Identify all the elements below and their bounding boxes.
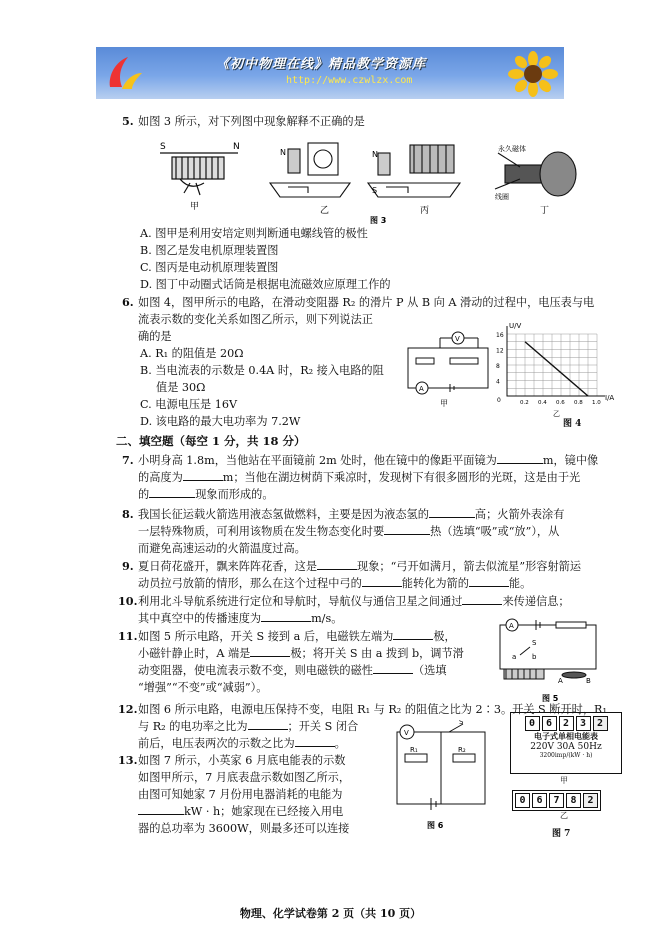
answer-blank[interactable] (261, 610, 311, 622)
figure-5 (490, 615, 610, 705)
question-text: 如图 4，图甲所示的电路，在滑动变阻器 R₂ 的滑片 P 从 B 向 A 滑动的过程中，电压表与电 (138, 296, 595, 309)
figure-3 (120, 135, 590, 225)
answer-blank[interactable] (429, 506, 475, 518)
q-text: 动员拉弓放箭的情形，那么在这个过程中弓的 (138, 577, 362, 590)
q-text: kW · h；她家现在已经接入用电 (184, 805, 344, 818)
meter-digit: 6 (542, 716, 557, 731)
label-yi: 乙 (560, 811, 568, 820)
x-tick-label: 0.4 (538, 400, 547, 406)
question-text: 流表示数的变化关系如图乙所示，则下列说法正 (138, 313, 373, 326)
label-jia: 甲 (440, 399, 448, 408)
label-s: S (160, 142, 166, 152)
label-n-bing: N (372, 150, 378, 159)
figure-3-jia (160, 153, 238, 195)
q-text: 如图 7 所示，小英家 6 月底电能表的示数 (138, 754, 346, 767)
q-text: 利用北斗导航系统进行定位和导航时，导航仪与通信卫星之间通过 (138, 595, 463, 608)
q-text: m；当他在湖边树荫下乘凉时，发现树下有很多圆形的光斑，这是由于光 (222, 471, 581, 484)
question-5-stem (122, 113, 365, 130)
q-text: 其中真空中的传播速度为 (138, 612, 262, 625)
meter-name: 电子式单相电能表 (534, 731, 598, 741)
option-c: C. 图丙是电动机原理装置图 (140, 261, 279, 274)
meter-digit: 8 (566, 793, 581, 808)
question-7 (122, 452, 598, 503)
meter-digit: 6 (532, 793, 547, 808)
question-number: 9. (122, 559, 134, 573)
label-coil: 线圈 (495, 193, 509, 201)
option-b-cont: 值是 30Ω (156, 381, 206, 394)
label-yi: 乙 (320, 206, 330, 216)
answer-blank[interactable] (248, 718, 288, 730)
figure-3-caption: 图 3 (370, 216, 387, 225)
label-a: a (512, 653, 517, 661)
label-s-bing: S (372, 186, 378, 195)
axes (507, 326, 605, 396)
question-text: 确的是 (138, 330, 172, 343)
answer-blank[interactable] (393, 628, 433, 640)
question-number: 8. (122, 507, 134, 521)
label-n: N (233, 142, 240, 152)
q-text: 极；将开关 S 由 a 拨到 b，调节滑 (290, 647, 464, 660)
ammeter-label: A (509, 622, 514, 630)
option-b: B. 图乙是发电机原理装置图 (140, 244, 279, 257)
figure-6 (385, 720, 495, 830)
q-text: 极， (433, 630, 456, 643)
header-banner (96, 47, 564, 99)
figure-5-caption: 图 5 (542, 694, 559, 703)
q-text: 器的总功率为 3600W，则最多还可以连接 (138, 822, 350, 835)
question-number: 13. (118, 753, 138, 767)
meter-digit: 3 (576, 716, 591, 731)
meter-digit: 2 (593, 716, 608, 731)
banner-url: http://www.czwlzx.com (286, 75, 413, 86)
meter-digit: 2 (559, 716, 574, 731)
option-b: B. 当电流表的示数是 0.4A 时，R₂ 接入电路的阻 (140, 364, 384, 377)
option-d: D. 该电路的最大电功率为 7.2W (140, 415, 301, 428)
option-a: A. R₁ 的阻值是 20Ω (140, 347, 244, 360)
question-number: 11. (118, 629, 138, 643)
page-footer: 物理、化学试卷第 2 页（共 10 页） (239, 907, 422, 920)
data-line (525, 342, 588, 396)
figure-6-caption: 图 6 (427, 821, 444, 830)
answer-blank[interactable] (138, 803, 184, 815)
q-text: 小磁针静止时，A 端是 (138, 647, 251, 660)
answer-blank[interactable] (295, 735, 335, 747)
meter-digit: 0 (525, 716, 540, 731)
q-text: 小明身高 1.8m，当他站在平面镜前 2m 处时，他在镜中的像距平面镜为 (138, 454, 497, 467)
q-text: 如图 6 所示电路，电源电压保持不变，电阻 R₁ 与 R₂ 的阻值之比为 2∶3。开关 S 断开时，R₁ (138, 703, 607, 716)
q-text: “增强”“不变”或“减弱”）。 (138, 681, 268, 694)
voltmeter-label: V (455, 335, 460, 343)
question-number: 10. (118, 594, 138, 608)
meter-imp: 3200imp/(kW · h) (539, 752, 593, 759)
q-text: 来传递信息； (502, 595, 570, 608)
label-r2: R₂ (458, 746, 466, 754)
y-axis-label: U/V (509, 322, 522, 330)
meter-digit: 0 (515, 793, 530, 808)
figure-7-caption: 图 7 (552, 829, 571, 839)
ammeter-label: A (419, 385, 424, 393)
question-number: 12. (118, 702, 138, 716)
y-tick-label: 16 (496, 332, 504, 339)
x-tick-label: 0.2 (520, 400, 529, 406)
label-ding: 丁 (540, 206, 550, 216)
question-11 (118, 628, 464, 696)
label-A: A (558, 677, 563, 685)
meter-digit: 2 (583, 793, 598, 808)
figure-3-bing (368, 145, 460, 197)
figure-3-ding (495, 152, 576, 196)
q-text: 现象而形成的。 (195, 488, 274, 501)
logo-icon (104, 53, 144, 93)
q-text: 的高度为 (138, 471, 183, 484)
label-s: S (459, 720, 464, 726)
q-text: 能转化为箭的 (401, 577, 469, 590)
q-text: 我国长征运载火箭选用液态氢做燃料，主要是因为液态氢的 (138, 508, 429, 521)
label-jia: 甲 (560, 776, 568, 785)
x-tick-label: 0.6 (556, 400, 565, 406)
label-magnet: 永久磁体 (498, 145, 526, 153)
figure-4-graph (495, 318, 620, 428)
q-text: 。 (334, 737, 346, 750)
answer-blank[interactable] (183, 469, 223, 481)
label-jia: 甲 (190, 202, 200, 212)
figure-4-circuit (400, 330, 492, 410)
x-tick-label: 0.8 (574, 400, 583, 406)
label-s: S (532, 639, 537, 647)
label-n-yi: N (280, 148, 286, 157)
meter-display (511, 716, 621, 731)
sunflower-icon (508, 51, 558, 97)
q-text: 的 (138, 488, 150, 501)
figure-7-meter-jia (510, 712, 622, 774)
q-text: 前后，电压表两次的示数之比为 (138, 737, 295, 750)
meter-spec: 220V 30A 50Hz (530, 742, 602, 752)
q-text: 一层特殊物质，可利用该物质在发生物态变化时要 (138, 525, 385, 538)
q-text: 而避免高速运动的火箭温度过高。 (138, 542, 306, 555)
option-a: A. 图甲是利用安培定则判断通电螺线管的极性 (140, 227, 368, 240)
answer-blank[interactable] (462, 593, 502, 605)
label-r1: R₁ (410, 746, 418, 754)
label-bing: 丙 (420, 206, 430, 216)
q-text: 现象；“弓开如满月，箭去似流星”形容射箭运 (357, 560, 582, 573)
q-text: 如图甲所示，7 月底表盘示数如图乙所示， (138, 771, 351, 784)
option-d: D. 图丁中动圈式话筒是根据电流磁效应原理工作的 (140, 278, 391, 291)
question-9 (122, 558, 581, 592)
label-yi: 乙 (553, 410, 560, 418)
q-text: 动变阻器，使电流表示数不变，则电磁铁的磁性 (138, 664, 373, 677)
y-tick-label: 8 (496, 363, 500, 370)
q-text: 夏日荷花盛开，飘来阵阵花香，这是 (138, 560, 318, 573)
question-number: 5. (122, 114, 134, 128)
voltmeter-label: V (404, 729, 409, 737)
answer-blank[interactable] (250, 645, 290, 657)
x-tick-label: 1.0 (592, 400, 601, 406)
answer-blank[interactable] (149, 486, 195, 498)
y-tick-label: 4 (496, 378, 500, 386)
question-number: 7. (122, 453, 134, 467)
option-c: C. 电源电压是 16V (140, 398, 238, 411)
y-tick-label: 12 (496, 347, 504, 355)
answer-blank[interactable] (317, 558, 357, 570)
banner-title: 《初中物理在线》精品教学资源库 (216, 57, 427, 72)
q-text: m/s。 (311, 612, 343, 625)
q-text: 如图 5 所示电路，开关 S 接到 a 后，电磁铁左端为 (138, 630, 394, 643)
answer-blank[interactable] (362, 575, 402, 587)
meter-digit: 7 (549, 793, 564, 808)
q-text: ；开关 S 闭合 (287, 720, 359, 733)
answer-blank[interactable] (384, 523, 430, 535)
q-text: （选填 (412, 664, 447, 677)
label-b: b (532, 653, 537, 661)
figure-4-caption: 图 4 (563, 419, 582, 429)
question-13 (118, 752, 350, 837)
meter-display-yi (512, 790, 601, 811)
q-text: 高；火箭外表涂有 (474, 508, 565, 521)
x-axis-label: I/A (605, 394, 615, 402)
question-5-options (140, 225, 391, 293)
question-number: 6. (122, 295, 134, 309)
origin-label: 0 (497, 397, 501, 404)
q-text: 由图可知她家 7 月份用电器消耗的电能为 (138, 788, 343, 801)
question-6-options (140, 345, 384, 430)
answer-blank[interactable] (497, 452, 543, 464)
answer-blank[interactable] (469, 575, 509, 587)
question-8 (122, 506, 564, 557)
section-heading: 二、填空题（每空 1 分，共 18 分） (116, 434, 306, 448)
q-text: 能。 (508, 577, 532, 590)
q-text: 与 R₂ 的电功率之比为 (138, 720, 248, 733)
q-text: 热（选填“吸”或“放”），从 (430, 525, 560, 538)
question-text: 如图 3 所示，对下列图中现象解释不正确的是 (138, 115, 365, 128)
label-B: B (586, 677, 591, 685)
q-text: m，镜中像 (542, 454, 599, 467)
answer-blank[interactable] (373, 662, 413, 674)
